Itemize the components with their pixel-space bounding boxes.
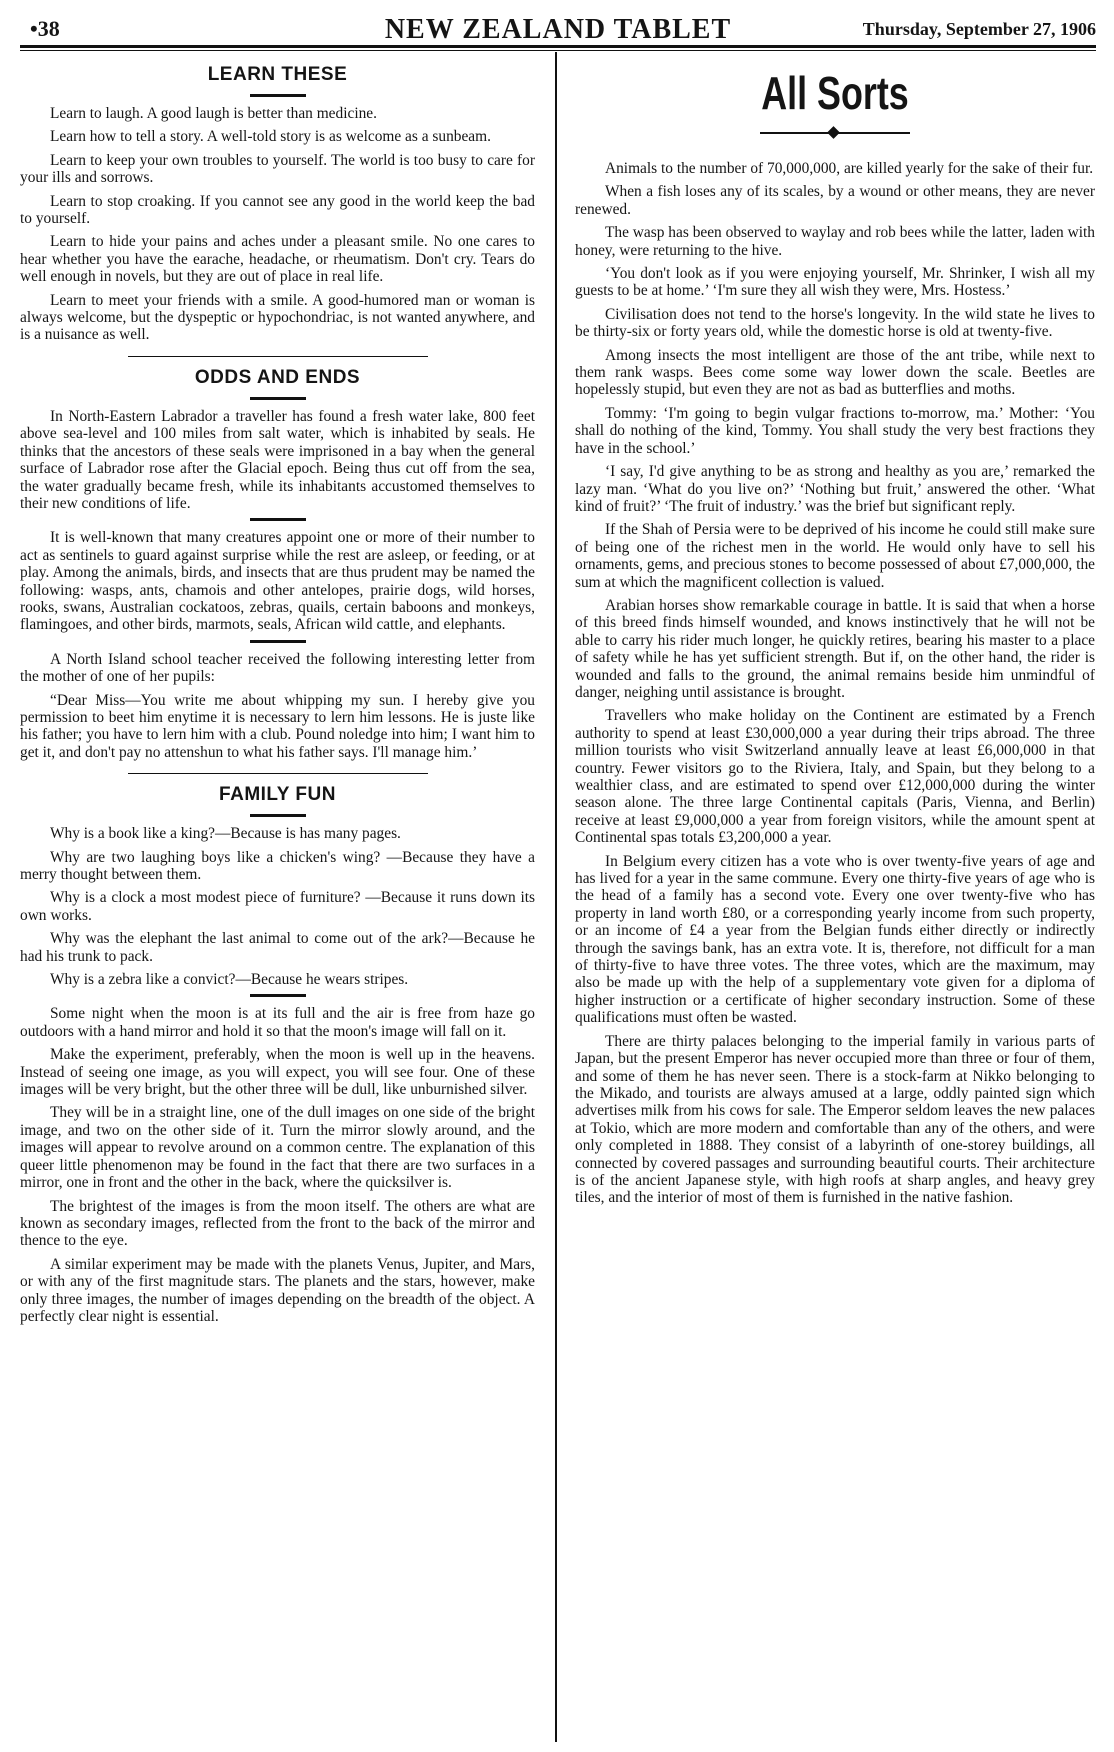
section-heading-learn-these: LEARN THESE: [207, 64, 348, 85]
paragraph: “Dear Miss—You write me about whipping my sun. I hereby give you permission to beet him enytime it is necessary to lern him lessons. He is juste like his father; you have to lern him with a club. Pound noledge into him; I want him to get it, and don't pay no attenshun to what his father says. I'll manage him.’: [20, 691, 535, 761]
all-sorts-heading: All Sorts: [761, 67, 909, 119]
paragraph: The wasp has been observed to waylay and rob bees while the latter, laden with honey, were returning to the hive.: [575, 224, 1095, 259]
paragraph: They will be in a straight line, one of the dull images on one side of the bright image, and two on the other side of it. Turn the mirror slowly around, and the images will appear to revolve around on a common centre. The explanation of this queer little phenomenon may be found in the fact that there are two surfaces in a mirror, one in front and the other in the back, where the quicksilver is.: [20, 1104, 535, 1192]
paragraph: Travellers who make holiday on the Continent are estimated by a French authority to spend at least £30,000,000 a year during their trips abroad. The three million tourists who visit Switzerland annually leave at least £6,000,000 in that country. Fewer visitors go to the Riviera, Italy, and Spain, but they belong to a wealthier class, and are estimated to spend over £12,000,000 during the winter season alone. The three large Continental capitals (Paris, Vienna, and Berlin) receive at least £9,000,000 a year from foreign visitors, while the amount spent at Continental spas totals £3,200,000 a year.: [575, 707, 1095, 847]
heading-rule: [250, 814, 306, 817]
heading-rule: [250, 397, 306, 400]
item-rule: [250, 994, 306, 997]
paragraph: In North-Eastern Labrador a traveller has found a fresh water lake, 800 feet above sea-level and 100 miles from salt water, which is inhabited by seals. He thinks that the ancestors of these seals were imprisoned in a bay when the general surface of Labrador rose after the Glacial epoch. Being thus cut off from the sea, the water gradually became fresh, while its inhabitants accustomed themselves to their new conditions of life.: [20, 407, 535, 512]
paragraph: Civilisation does not tend to the horse's longevity. In the wild state he lives to be thirty-six or forty years old, while the domestic horse is old at twenty-five.: [575, 305, 1095, 341]
issue-date: Thursday, September 27, 1906: [862, 19, 1096, 39]
masthead: [20, 12, 1096, 44]
diamond-icon: [827, 126, 840, 139]
header-rule: [20, 45, 1096, 48]
paragraph: Some night when the moon is at its full and the air is free from haze go outdoors with a hand mirror and hold it so that the moon's image will fall on it.: [20, 1005, 535, 1040]
paragraph: Make the experiment, preferably, when the moon is well up in the heavens. Instead of seeing one image, as you will expect, you will see four. One of these images will be very bright, but the other three will be dull, like unburnished silver.: [20, 1046, 535, 1099]
section-rule: [128, 773, 428, 774]
paragraph: ‘You don't look as if you were enjoying yourself, Mr. Shrinker, I wish all my guests to be at home.’ ‘I'm sure they all wish they were, Mrs. Hostess.’: [575, 265, 1095, 300]
paragraph: A similar experiment may be made with the planets Venus, Jupiter, and Mars, or with any of the first magnitude stars. The planets and the stars, however, make only three images, the number of images depending on the breadth of the object. A perfectly clear night is essential.: [20, 1255, 535, 1325]
ornament-rule: [760, 126, 910, 140]
paragraph: ‘I say, I'd give anything to be as strong and healthy as you are,’ remarked the lazy man. ‘What do you live on?’ ‘Nothing but fruit,’ answered the other. ‘What kind of fruit?’ ‘The fruit of industry.’ was the brief but significant reply.: [575, 463, 1095, 515]
section-heading-family-fun: FAMILY FUN: [219, 784, 336, 806]
paragraph: The brightest of the images is from the moon itself. The others are what are known as secondary images, reflected from the front to the back of the mirror and thence to the eye.: [20, 1197, 535, 1250]
paragraph: It is well-known that many creatures appoint one or more of their number to act as sentinels to guard against surprise while the rest are asleep, or feeding, or at play. Among the animals, birds, and insects that are thus prudent may be named the following: wasps, ants, chamois and other antelopes, prairie dogs, wild horses, rooks, swans, Australian cockatoos, zebras, quails, certain baboons and monkeys, flamingoes, and other birds, marmots, seals, African wild cattle, and elephants.: [20, 529, 535, 634]
paragraph: When a fish loses any of its scales, by a wound or other means, they are never renewed.: [575, 183, 1095, 218]
paragraph: Learn to stop croaking. If you cannot see any good in the world keep the bad to yourself.: [20, 192, 535, 228]
paragraph: If the Shah of Persia were to be deprived of his income he could still make sure of being one of the richest men in the world. He would only have to sell his ornaments, gems, and precious stones to become possessed of about £7,000,000, the sum at which the magnificent collection is valued.: [575, 521, 1095, 591]
paragraph: There are thirty palaces belonging to the imperial family in various parts of Japan, but the present Emperor has never occupied more than three or four of them, and some of them he has never seen. There is a stock-farm at Nikko belonging to the Mikado, and tourists are always amused at a large, oddly painted sign which advertises milk from his cows for sale. The Emperor seldom leaves the new palaces at Tokio, which are more modern and comfortable than any of the others, and were only completed in 1888. They consist of a labyrinth of one-storey buildings, all connected by covered passages and surrounding beautiful courts. Their architecture is of the ancient Japanese style, with high roofs at sharp angles, and heavy grey tiles, and the interior of most of them is furnished in the native fashion.: [575, 1032, 1095, 1207]
section-heading-odds-and-ends: ODDS AND ENDS: [194, 366, 361, 388]
paragraph: Learn to laugh. A good laugh is better than medicine.: [50, 105, 377, 122]
riddle: Why are two laughing boys like a chicken's wing? —Because they have a merry thought between them.: [20, 848, 535, 883]
paragraph: In Belgium every citizen has a vote who is over twenty-five years of age and has lived for a year in the same commune. Every one thirty-five years of age who is the head of a family has a second vote. Every one over twenty-five who has property in land worth £80, or a corresponding yearly income from such property, or an income of £4 a year from the Belgian funds either directly or indirectly through the savings bank, has an extra vote. It is, therefore, not difficult for a man of thirty-five to have three votes. The three votes, which are the maximum, may also be made up with the help of a supplementary vote given for a diploma of higher instruction or a certificate of higher secondary instruction. Some of these qualifications must often be wasted.: [575, 852, 1095, 1027]
riddle: Why is a clock a most modest piece of furniture? —Because it runs down its own works.: [20, 889, 535, 924]
left-column: [20, 58, 535, 1331]
paragraph: Learn to hide your pains and aches under a pleasant smile. No one cares to hear whether you have the earache, headache, or rheumatism. Don't cry. Tears do well enough in novels, but they are out of place in real life.: [20, 233, 535, 286]
paragraph: A North Island school teacher received the following interesting letter from the mother of one of her pupils:: [20, 650, 535, 686]
item-rule: [250, 518, 306, 521]
section-rule: [128, 356, 428, 357]
heading-rule: [250, 94, 306, 97]
riddle: Why was the elephant the last animal to come out of the ark?—Because he had his trunk to pack.: [20, 930, 535, 965]
newspaper-title: NEW ZEALAND TABLET: [384, 14, 732, 45]
page-number: •38: [30, 16, 60, 41]
column-divider: [555, 52, 557, 1742]
paragraph: Arabian horses show remarkable courage in battle. It is said that when a horse of this breed finds himself wounded, and knows instinctively that he will not be able to carry his rider much longer, he quickly retires, bearing his master to a place of safety while he has yet sufficient strength. But if, on the other hand, the rider is wounded and falls to the ground, the animal remains beside him unmindful of danger, neighing until assistance is brought.: [575, 596, 1095, 701]
paragraph: Learn to meet your friends with a smile. A good-humored man or woman is always welcome, but the dyspeptic or hypochondriac, is not wanted anywhere, and is a nuisance as well.: [20, 291, 535, 344]
item-rule: [250, 640, 306, 643]
header-rule-thin: [20, 50, 1096, 51]
paragraph: Among insects the most intelligent are those of the ant tribe, while next to them rank wasps. Bees come some way lower down the scale. Beetles are hopelessly stupid, but even they are not as bad as butterflies and moths.: [575, 346, 1095, 399]
paragraph: Animals to the number of 70,000,000, are killed yearly for the sake of their fur.: [605, 160, 1094, 177]
paragraph: Learn how to tell a story. A well-told story is as welcome as a sunbeam.: [50, 128, 491, 146]
paragraph: Tommy: ‘I'm going to begin vulgar fractions to-morrow, ma.’ Mother: ‘You shall do nothing of the kind, Tommy. You shall study the very best fractions they have in the school.’: [575, 404, 1095, 457]
riddle: Why is a book like a king?—Because is has many pages.: [50, 825, 401, 843]
riddle: Why is a zebra like a convict?—Because he wears stripes.: [50, 971, 409, 989]
right-column: [575, 58, 1095, 1213]
paragraph: Learn to keep your own troubles to yourself. The world is too busy to care for your ills and sorrows.: [20, 151, 535, 187]
